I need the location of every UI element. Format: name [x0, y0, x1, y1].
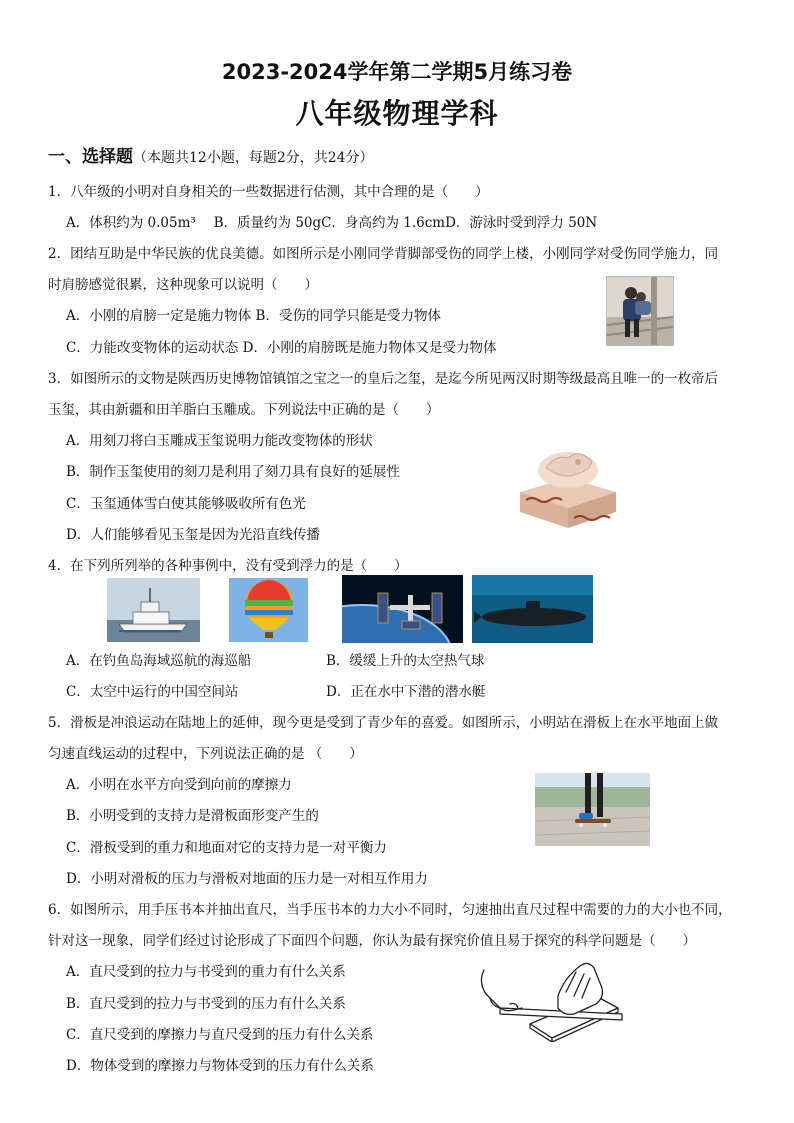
question-5-option-a: A．小明在水平方向受到向前的摩擦力	[66, 777, 292, 793]
space-station-photo	[342, 575, 463, 643]
question-6-option-b: B．直尺受到的拉力与书受到的压力有什么关系	[66, 996, 346, 1012]
question-5-option-d: D．小明对滑板的压力与滑板对地面的压力是一对相互作用力	[66, 871, 428, 887]
question-4-option-c: C．太空中运行的中国空间站	[66, 684, 239, 700]
question-4-option-a: A．在钓鱼岛海域巡航的海巡船	[66, 653, 252, 669]
question-2-stem-line1: 2．团结互助是中华民族的优良美德。如图所示是小刚同学背脚部受伤的同学上楼，小刚同学对受伤同学施力，同	[48, 246, 719, 262]
question-5-option-c: C．滑板受到的重力和地面对它的支持力是一对平衡力	[66, 840, 387, 856]
exam-subject: 八年级物理学科	[295, 97, 499, 130]
submarine-photo	[472, 575, 593, 643]
question-1-stem: 1．八年级的小明对自身相关的一些数据进行估测，其中合理的是（ ）	[48, 184, 489, 200]
question-6-stem-line1: 6．如图所示，用手压书本并抽出直尺，当手压书本的力大小不同时，匀速抽出直尺过程中需要的力的大小也不同，	[48, 902, 732, 918]
question-5-stem-line2: 匀速直线运动的过程中，下列说法正确的是 （ ）	[48, 746, 363, 762]
question-3-option-a: A．用刻刀将白玉雕成玉玺说明力能改变物体的形状	[66, 433, 373, 449]
question-3-stem-line2: 玉玺，其由新疆和田羊脂白玉雕成。下列说法中正确的是（ ）	[48, 402, 440, 418]
exam-title: 2023-2024学年第二学期5月练习卷	[221, 60, 573, 84]
ruler-book-diagram	[470, 952, 630, 1042]
question-3-option-d: D．人们能够看见玉玺是因为光沿直线传播	[66, 527, 320, 543]
question-4-option-b: B．缓缓上升的太空热气球	[326, 653, 485, 669]
piggyback-stairs-photo	[606, 276, 674, 346]
question-6-option-d: D．物体受到的摩擦力与物体受到的压力有什么关系	[66, 1058, 374, 1074]
question-4-stem: 4．在下列所列举的各种事例中，没有受到浮力的是（ ）	[48, 558, 408, 574]
question-1-options: A．体积约为 0.05m³ B．质量约为 50gC．身高约为 1.6cmD．游泳时受到浮力 50N	[66, 215, 598, 231]
question-6-option-a: A．直尺受到的拉力与书受到的重力有什么关系	[66, 964, 346, 980]
section-heading	[48, 142, 374, 167]
question-3-option-b: B．制作玉玺使用的刻刀是利用了刻刀具有良好的延展性	[66, 464, 400, 480]
jade-seal-photo	[512, 434, 624, 530]
section-note: （本题共12小题，每题2分，共24分）	[133, 150, 374, 166]
question-6-option-c: C．直尺受到的摩擦力与直尺受到的压力有什么关系	[66, 1027, 374, 1043]
question-4-option-d: D．正在水中下潜的潜水艇	[326, 684, 486, 700]
hot-air-balloon-photo	[229, 578, 308, 642]
question-2-options-ab: A．小刚的肩膀一定是施力物体 B．受伤的同学只能是受力物体	[66, 308, 441, 324]
question-2-stem-line2: 时肩膀感觉很累，这种现象可以说明（ ）	[48, 277, 318, 293]
question-3-stem-line1: 3．如图所示的文物是陕西历史博物馆镇馆之宝之一的皇后之玺，是迄今所见两汉时期等级最高且唯一的一枚帝后	[48, 371, 719, 387]
question-6-stem-line2: 针对这一现象，同学们经过讨论形成了下面四个问题，你认为最有探究价值且易于探究的科学问题是（ ）	[48, 933, 696, 949]
skateboard-photo	[535, 773, 650, 846]
question-3-option-c: C．玉玺通体雪白使其能够吸收所有色光	[66, 496, 306, 512]
question-5-stem-line1: 5．滑板是冲浪运动在陆地上的延伸，现今更是受到了青少年的喜爱。如图所示，小明站在滑板上在水平地面上做	[48, 715, 719, 731]
question-5-option-b: B．小明受到的支持力是滑板面形变产生的	[66, 808, 319, 824]
section-label: 一、选择题	[48, 147, 133, 167]
question-2-options-cd: C．力能改变物体的运动状态 D．小刚的肩膀既是施力物体又是受力物体	[66, 340, 497, 356]
patrol-ship-photo	[107, 578, 200, 642]
